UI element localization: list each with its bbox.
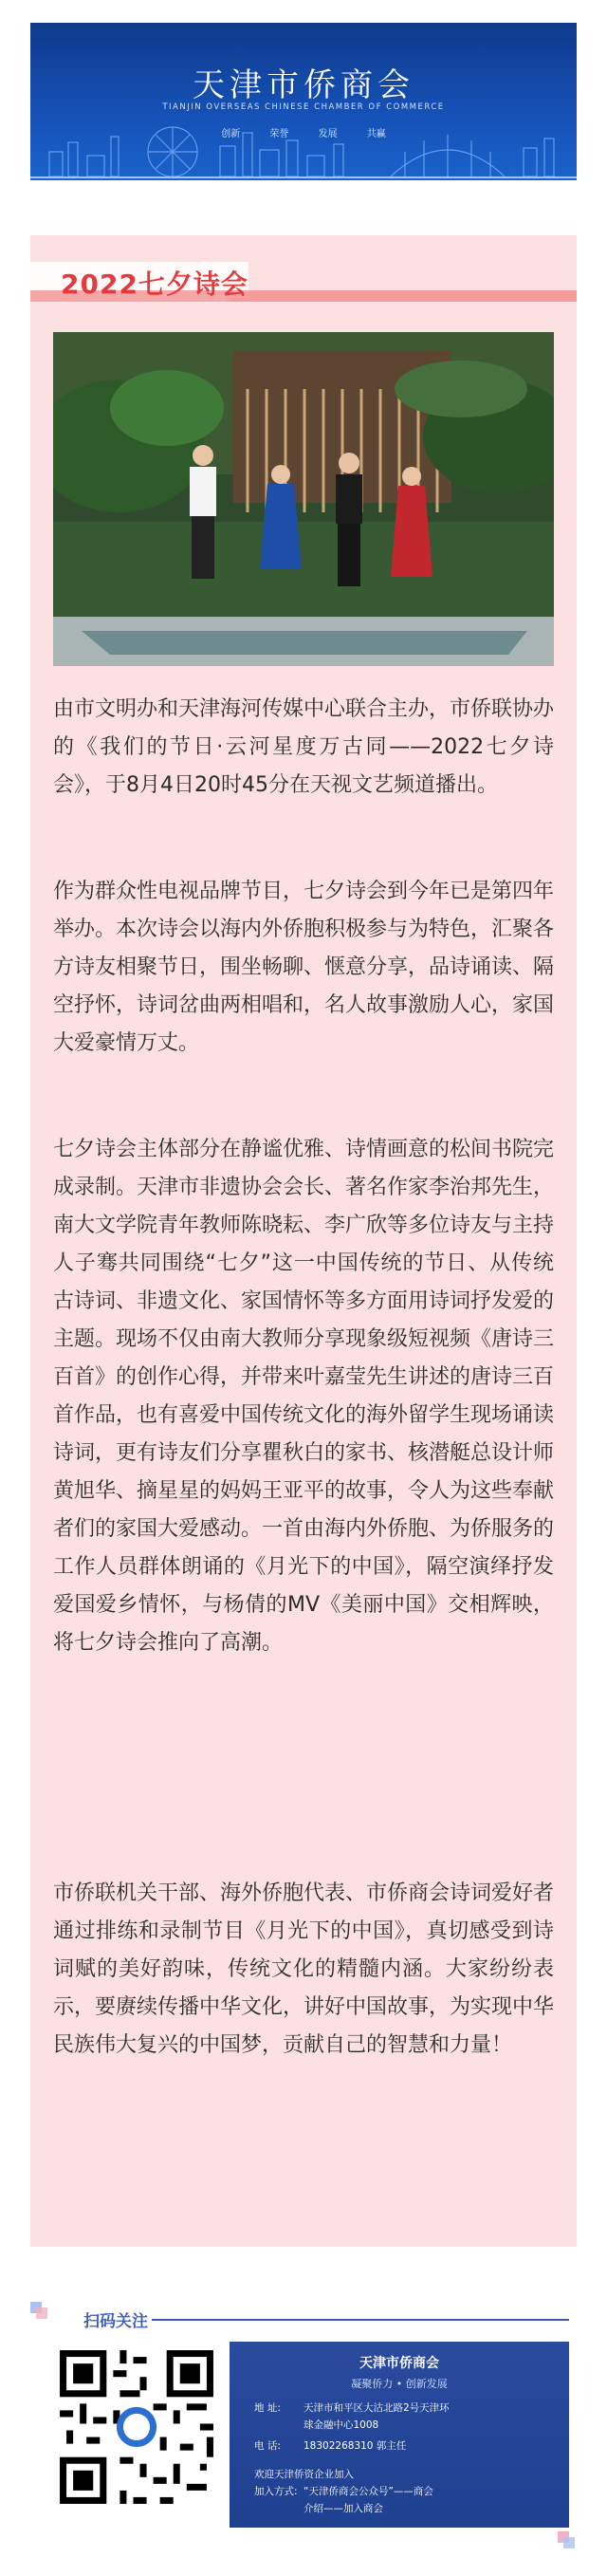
qr-code[interactable] (53, 2344, 220, 2511)
contact-info-box (230, 2342, 569, 2528)
qr-code-icon (53, 2344, 220, 2511)
banner-tag: 发展 (318, 129, 338, 139)
scan-follow-label: 扫码关注 (83, 2312, 148, 2331)
city-skyline-graphic (30, 114, 577, 180)
join-welcome: 欢迎天津侨资企业加入 (254, 2469, 354, 2480)
follow-section (30, 2307, 577, 2554)
article-paragraph: 由市文明办和天津海河传媒中心联合主办，市侨联协办的《我们的节日·云河星度万古同——2022七夕诗会》，于8月4日20时45分在天视文艺频道播出。 (53, 697, 555, 797)
address-line-2: 球金融中心1008 (304, 2419, 379, 2431)
divider (152, 2319, 569, 2321)
article-paragraph: 七夕诗会主体部分在静谧优雅、诗情画意的松间书院完成录制。天津市非遗协会会长、著名作家李治邦先生，南大文学院青年教师陈晓耘、李广欣等多位诗友与主持人子骞共同围绕“七夕”这一中国传统的节日、从传统古诗词、非遗文化、家国情怀等多方面用诗词抒发爱的主题。现场不仅由南大教师分享现象级短视频《唐诗三百首》的创作心得，并带来叶嘉莹先生讲述的唐诗三百首作品，也有喜爱中国传统文化的海外留学生现场诵读诗词，更有诗友们分享瞿秋白的家书、核潜艇总设计师黄旭华、摘星星的妈妈王亚平的故事，令人为这些奉献者们的家国大爱感动。一首由海内外侨胞、为侨服务的工作人员群体朗诵的《月光下的中国》，隔空演绎抒发爱国爱乡情怀，与杨倩的MV《美丽中国》交相辉映，将七夕诗会推向了高潮。 (53, 1138, 555, 1655)
article-paragraph: 作为群众性电视品牌节目，七夕诗会到今年已是第四年举办。本次诗会以海内外侨胞积极参与为特色，汇聚各方诗友相聚节日，围坐畅聊、惬意分享，品诗诵读、隔空抒怀，诗词岔曲两相唱和，名人故事激励人心，家国大爱豪情万丈。 (53, 880, 555, 1055)
banner-tag: 创新 (221, 129, 241, 139)
address-value: 天津市和平区大沽北路2号天津环 (304, 2402, 450, 2414)
address-key: 地 址: (254, 2402, 281, 2414)
article-paragraph: 市侨联机关干部、海外侨胞代表、市侨商会诗词爱好者通过排练和录制节目《月光下的中国》，真切感受到诗词赋的美好韵味，传统文化的精髓内涵。大家纷纷表示，要赓续传播中华文化，讲好中国故事，为实现中华民族伟大复兴的中国梦，贡献自己的智慧和力量！ (53, 1881, 555, 2057)
event-photo (53, 332, 554, 666)
banner-title: 天津市侨商会 (193, 66, 414, 104)
corner-decoration (558, 2531, 575, 2548)
banner-subtitle: TIANJIN OVERSEAS CHINESE CHAMBER OF COMMERCE (162, 102, 445, 112)
article-card (30, 235, 577, 2247)
phone-value: 18302268310 郭主任 (304, 2440, 407, 2452)
address-line (254, 2400, 450, 2416)
phone-line (254, 2438, 406, 2454)
header-banner (30, 23, 577, 180)
join-line (254, 2484, 433, 2499)
banner-tag: 荣誉 (269, 129, 289, 139)
article-title: 2022七夕诗会 (61, 269, 248, 300)
org-slogan: 凝聚侨力 • 创新发展 (351, 2378, 448, 2390)
phone-key: 电 话: (254, 2440, 281, 2452)
join-value: “天津侨商会公众号”——商会 (304, 2486, 433, 2497)
join-key: 加入方式: (254, 2486, 298, 2497)
join-line-2: 介绍——加入商会 (304, 2503, 383, 2514)
org-name: 天津市侨商会 (359, 2356, 439, 2371)
corner-decoration (30, 2302, 47, 2319)
banner-tag: 共赢 (366, 129, 386, 139)
